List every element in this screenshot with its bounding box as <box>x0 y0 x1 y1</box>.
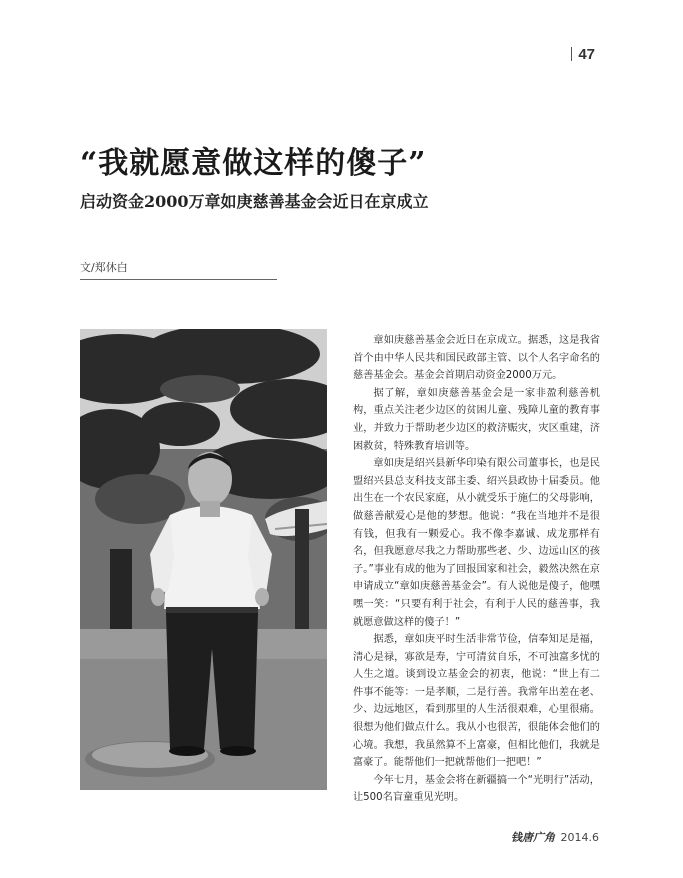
portrait-photo <box>80 329 327 790</box>
article-byline: 文/郑休白 <box>80 261 128 274</box>
article-subtitle: 启动资金2000万章如庚慈善基金会近日在京成立 <box>80 192 429 211</box>
article-body <box>353 332 600 807</box>
paragraph: 据了解，章如庚慈善基金会是一家非盈利慈善机构，重点关注老少边区的贫困儿童、残障儿童的教育事业，并致力于帮助老少边区的救济赈灾，灾区重建，济困救贫，特殊教育培训等。 <box>353 387 600 452</box>
byline-rule <box>80 279 277 280</box>
paragraph: 章如庚是绍兴县新华印染有限公司董事长，也是民盟绍兴县总支科技支部主委、绍兴县政协十届委员。他出生在一个农民家庭，从小就受乐于施仁的父母影响，做慈善献爱心是他的梦想。他说：“我在当地并不是很有钱，但我有一颗爱心。我不像李嘉诚、成龙那样有名，但我愿意尽我之力帮助那些老、少、边远山区的孩子。”事业有成的他为了回报国家和社会，毅然决然在京申请成立“章如庚慈善基金会”。有人说他是傻子，他嘿嘿一笑：“只要有利于社会，有利于人民的慈善事，我就愿意做这样的傻子！” <box>353 458 600 628</box>
article-title: “我就愿意做这样的傻子” <box>80 146 427 181</box>
page-footer <box>511 829 599 845</box>
portrait-photo-illustration <box>80 329 327 790</box>
magazine-masthead: 钱唐广角 <box>511 831 555 844</box>
paragraph: 今年七月，基金会将在新疆搞一个“光明行”活动，让500名盲童重见光明。 <box>353 774 600 804</box>
paragraph: 据悉，章如庚平时生活非常节俭，信奉知足是福，清心是禄，寡欲是寿，宁可清贫自乐，不可浊富多忧的人生之道。谈到设立基金会的初衷，他说：“世上有二件事不能等：一是孝顺，二是行善。我常年出差在老、少、边远地区，看到那里的人生活很艰难，心里很痛。很想为他们做点什么。我从小也很苦，很能体会他们的心境。我想，我虽然算不上富豪，但相比他们，我就是富豪了。能帮他们一把就帮他们一把吧！” <box>353 634 600 769</box>
page-number <box>571 46 595 63</box>
page-number-divider <box>571 47 572 61</box>
paragraph: 章如庚慈善基金会近日在京成立。据悉，这是我省首个由中华人民共和国民政部主管、以个人名字命名的慈善基金会。基金会首期启动资金2000万元。 <box>353 335 600 382</box>
issue-date: 2014.6 <box>560 831 599 844</box>
page-number-text: 47 <box>578 46 595 63</box>
